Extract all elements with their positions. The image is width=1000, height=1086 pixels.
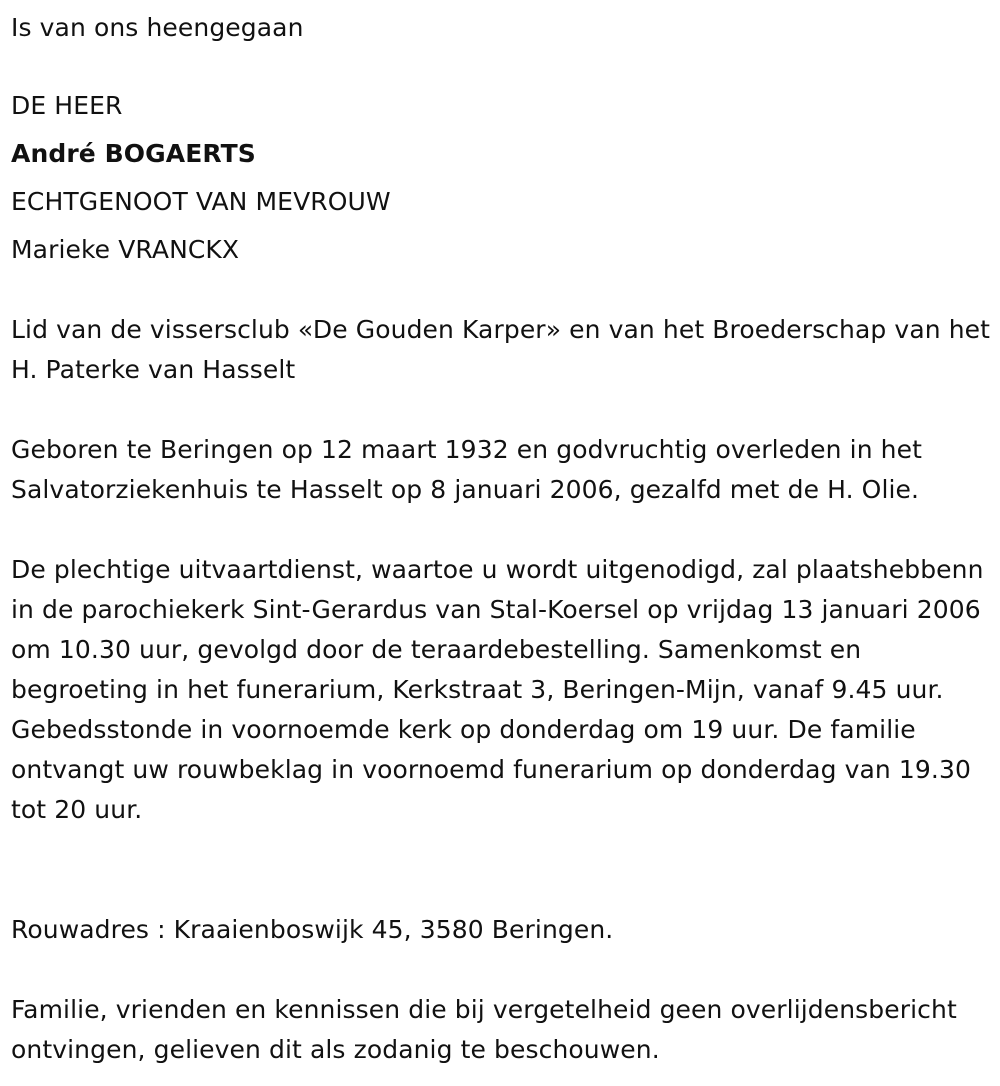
intro-line: Is van ons heengegaan bbox=[11, 13, 304, 42]
deceased-name: André BOGAERTS bbox=[11, 139, 256, 168]
birth-death-paragraph: Geboren te Beringen op 12 maart 1932 en godvruchtig overleden in het Salvatorziekenhuis te Hasselt op 8 januari 2006, gezalfd met de H. Olie. bbox=[11, 435, 923, 504]
spouse-title: ECHTGENOOT VAN MEVROUW bbox=[11, 187, 391, 216]
funeral-paragraph: De plechtige uitvaartdienst, waartoe u wordt uitgenodigd, zal plaatshebbenn in de parochiekerk Sint-Gerardus van Stal-Koersel op vrijdag 13 januari 2006 om 10.30 uur, gevolgd door de teraardebestelling. Samenkomst en begroeting in het funerarium, Kerkstraat 3, Beringen-Mijn, vanaf 9.45 uur. Gebedsstonde in voornoemde kerk op donderdag om 19 uur. De familie ontvangt uw rouwbeklag in voornoemd funerarium op donderdag van 19.30 tot 20 uur. bbox=[11, 555, 984, 824]
closing-paragraph: Familie, vrienden en kennissen die bij vergetelheid geen overlijdensbericht ontvingen, gelieven dit als zodanig te beschouwen. bbox=[11, 995, 957, 1064]
spouse-name: Marieke VRANCKX bbox=[11, 235, 240, 264]
membership-paragraph: Lid van de vissersclub «De Gouden Karper» en van het Broederschap van het H. Paterke van Hasselt bbox=[11, 315, 991, 384]
mourning-address: Rouwadres : Kraaienboswijk 45, 3580 Beringen. bbox=[11, 915, 614, 944]
honorific-title: DE HEER bbox=[11, 91, 123, 120]
